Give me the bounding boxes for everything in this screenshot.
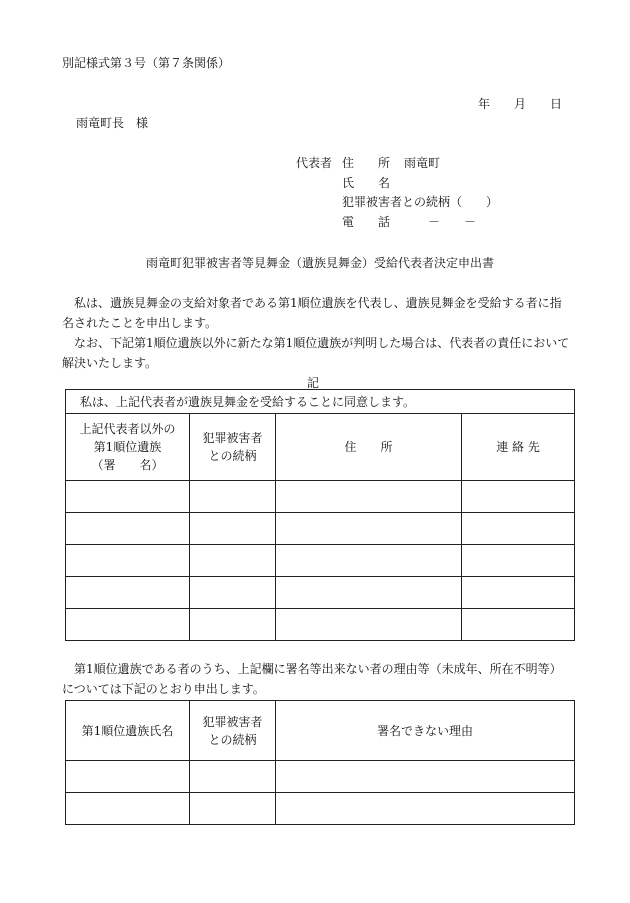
- unsigned-reason-table: [65, 700, 575, 825]
- header-address: 住 所: [276, 414, 462, 481]
- reason-cell[interactable]: [276, 793, 575, 825]
- header-other-bereaved-line1: 上記代表者以外の: [79, 422, 176, 436]
- relation-cell[interactable]: [190, 481, 276, 513]
- signature-cell[interactable]: [66, 513, 190, 545]
- contact-cell[interactable]: [462, 513, 575, 545]
- paragraph-unsigned-reasons: 第1順位遺族である者のうち、上記欄に署名等出来ない者の理由等（未成年、所在不明等）については下記のとおり申出します。: [62, 662, 562, 696]
- table-row: [66, 481, 575, 513]
- relation-cell[interactable]: [190, 761, 276, 793]
- name-label: 氏 名: [342, 176, 391, 190]
- reason-cell[interactable]: [276, 761, 575, 793]
- signature-cell[interactable]: [66, 481, 190, 513]
- header-relation-line1: 犯罪被害者: [202, 714, 263, 729]
- relation-cell[interactable]: [190, 793, 276, 825]
- bereaved-name-cell[interactable]: [66, 761, 190, 793]
- contact-cell[interactable]: [462, 481, 575, 513]
- relation-cell[interactable]: [190, 609, 276, 641]
- bereaved-name-cell[interactable]: [66, 793, 190, 825]
- address-cell[interactable]: [276, 513, 462, 545]
- document-title: 雨竜町犯罪被害者等見舞金（遺族見舞金）受給代表者決定申出書: [146, 256, 495, 270]
- header-contact: 連 絡 先: [462, 414, 575, 481]
- relation-cell[interactable]: [190, 513, 276, 545]
- unsigned-header-row: [66, 701, 575, 761]
- date-line: 年 月 日: [478, 97, 563, 111]
- header-other-bereaved-line3: （署 名）: [91, 458, 164, 472]
- header-other-bereaved: [66, 414, 190, 481]
- header-bereaved-name: 第1順位遺族氏名: [66, 701, 190, 761]
- form-number: 別記様式第３号（第７条関係）: [62, 56, 231, 70]
- address-cell[interactable]: [276, 577, 462, 609]
- table-row: [66, 513, 575, 545]
- consent-text: 私は、上記代表者が遺族見舞金を受給することに同意します。: [66, 390, 575, 414]
- contact-cell[interactable]: [462, 609, 575, 641]
- address-cell[interactable]: [276, 481, 462, 513]
- consent-table: [65, 389, 575, 641]
- address-cell[interactable]: [276, 609, 462, 641]
- relation-label: 犯罪被害者との続柄（ ）: [342, 195, 499, 209]
- table-row: [66, 609, 575, 641]
- signature-cell[interactable]: [66, 577, 190, 609]
- contact-cell[interactable]: [462, 577, 575, 609]
- table-row: [66, 761, 575, 793]
- representative-role-label: 代表者: [296, 156, 333, 170]
- consent-header-row: [66, 414, 575, 481]
- ki-label: 記: [307, 376, 320, 390]
- phone-value: － －: [428, 215, 477, 229]
- header-reason: 署名できない理由: [276, 701, 575, 761]
- table-row: [66, 793, 575, 825]
- address-label: 住 所: [342, 156, 391, 170]
- table-row: [66, 577, 575, 609]
- header-relation-line1: 犯罪被害者: [202, 431, 263, 445]
- relation-cell[interactable]: [190, 577, 276, 609]
- consent-row: [66, 390, 575, 414]
- header-relation-line2: との続柄: [208, 732, 257, 747]
- signature-cell[interactable]: [66, 609, 190, 641]
- table-row: [66, 545, 575, 577]
- paragraph-declaration: 私は、遺族見舞金の支給対象者である第1順位遺族を代表し、遺族見舞金を受給する者に指名されたことを申出します。: [62, 296, 562, 330]
- addressee: 雨竜町長 様: [76, 116, 149, 130]
- phone-label: 電 話: [342, 215, 391, 229]
- paragraph-responsibility: なお、下記第1順位遺族以外に新たな第1順位遺族が判明した場合は、代表者の責任において解決いたします。: [62, 336, 570, 370]
- header-other-bereaved-line2: 第1順位遺族: [93, 440, 162, 454]
- address-value: 雨竜町: [404, 156, 441, 170]
- contact-cell[interactable]: [462, 545, 575, 577]
- signature-cell[interactable]: [66, 545, 190, 577]
- header-relation-line2: との続柄: [208, 449, 257, 463]
- header-relation: [190, 414, 276, 481]
- relation-cell[interactable]: [190, 545, 276, 577]
- header-relation: [190, 701, 276, 761]
- address-cell[interactable]: [276, 545, 462, 577]
